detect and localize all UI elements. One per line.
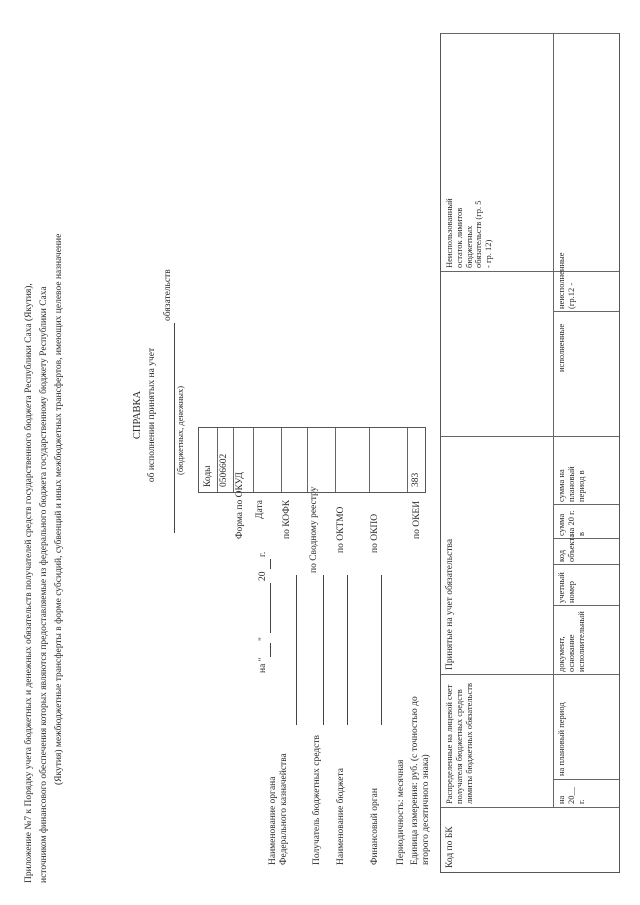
date-prefix: на " <box>258 657 268 673</box>
form-subtitle-obligations: обязательств <box>163 269 173 321</box>
date-suffix: г. <box>258 551 268 557</box>
okpo-label: по ОКПО <box>370 513 380 553</box>
col-accepted-planned-sum: сумма на плановый период в <box>556 466 586 502</box>
recipient-line <box>323 575 324 725</box>
col-accepted-object: код объекта <box>556 533 576 562</box>
okei-label: по ОКЕИ <box>412 500 422 539</box>
col-unexecuted: неисполненные (гр.12 - <box>556 252 576 309</box>
col-distributed-current: на 20__ г. <box>556 787 586 804</box>
date-code-label: Дата <box>255 500 265 519</box>
col-executed: исполненные <box>556 323 566 372</box>
form-subtitle: об исполнении принятых на учет <box>147 347 157 483</box>
label-budget: Наименование бюджета <box>336 768 346 865</box>
label-periodicity: Периодичность: месячная <box>396 759 406 865</box>
appendix-line-3: (Якутия) межбюджетные трансферты в форме субсидий, субвенций и иных межбюджетных трансфертов, имеющих целевое назначение <box>54 233 64 785</box>
col-accepted-document: документ, основание исполнительный <box>556 611 586 672</box>
col-distributed-planned: на плановый период <box>556 702 566 776</box>
codes-box <box>198 427 426 493</box>
col-accepted-current-sum: сумма на 20 г. в <box>556 510 586 536</box>
fed-treasury-line <box>296 575 297 725</box>
form-subtitle-hint: (бюджетных, денежных) <box>175 385 185 475</box>
appendix-line-2: источником финансового обеспечения которых являются предоставляемые из федерального бюджета государственному бюджету Республики Саха <box>39 286 49 883</box>
main-table <box>440 33 620 873</box>
date-day-line <box>270 643 271 657</box>
col-accepted: Принятые на учет обязательства <box>445 538 455 670</box>
col-accepted-number: учетный номер <box>556 572 576 603</box>
registry-label: по Сводному реестру <box>309 486 319 573</box>
label-fed-treasury: Наименование органа Федерального казначейства <box>268 753 290 865</box>
date-year: 20 <box>258 571 268 581</box>
okei-value: 383 <box>411 472 421 487</box>
okud-label: Форма по ОКУД <box>235 472 245 539</box>
codes-header: Коды <box>203 465 213 487</box>
fin-org-line <box>381 575 382 725</box>
date-mid: " <box>258 637 268 641</box>
okud-value: 0506602 <box>219 453 229 487</box>
date-year-line <box>270 559 271 569</box>
appendix-line-1: Приложение №7 к Порядку учета бюджетных и денежных обязательств получателей средств государственного бюджета Республики Саха (Якутия), <box>24 283 34 883</box>
oktmo-label: по ОКТМО <box>336 506 346 553</box>
col-distributed: Распределенные на лицевой счет получателя бюджетных средств лимиты бюджетных обязательств <box>444 682 474 804</box>
date-month-line <box>270 583 271 633</box>
label-fin-org: Финансовый орган <box>370 788 380 865</box>
kofk-label: по КОФК <box>282 499 292 539</box>
form-title: СПРАВКА <box>132 390 143 440</box>
label-recipient: Получатель бюджетных средств <box>312 735 322 865</box>
col-unused-limits: Неиспользованный остаток лимитов бюджетных обязательств (гр. 5 - гр. 12) <box>444 198 494 268</box>
budget-line <box>347 575 348 725</box>
label-unit: Единица измерения: руб. (с точностью до второго десятичного знака) <box>410 696 432 865</box>
col-bk: Код по БК <box>445 826 455 868</box>
